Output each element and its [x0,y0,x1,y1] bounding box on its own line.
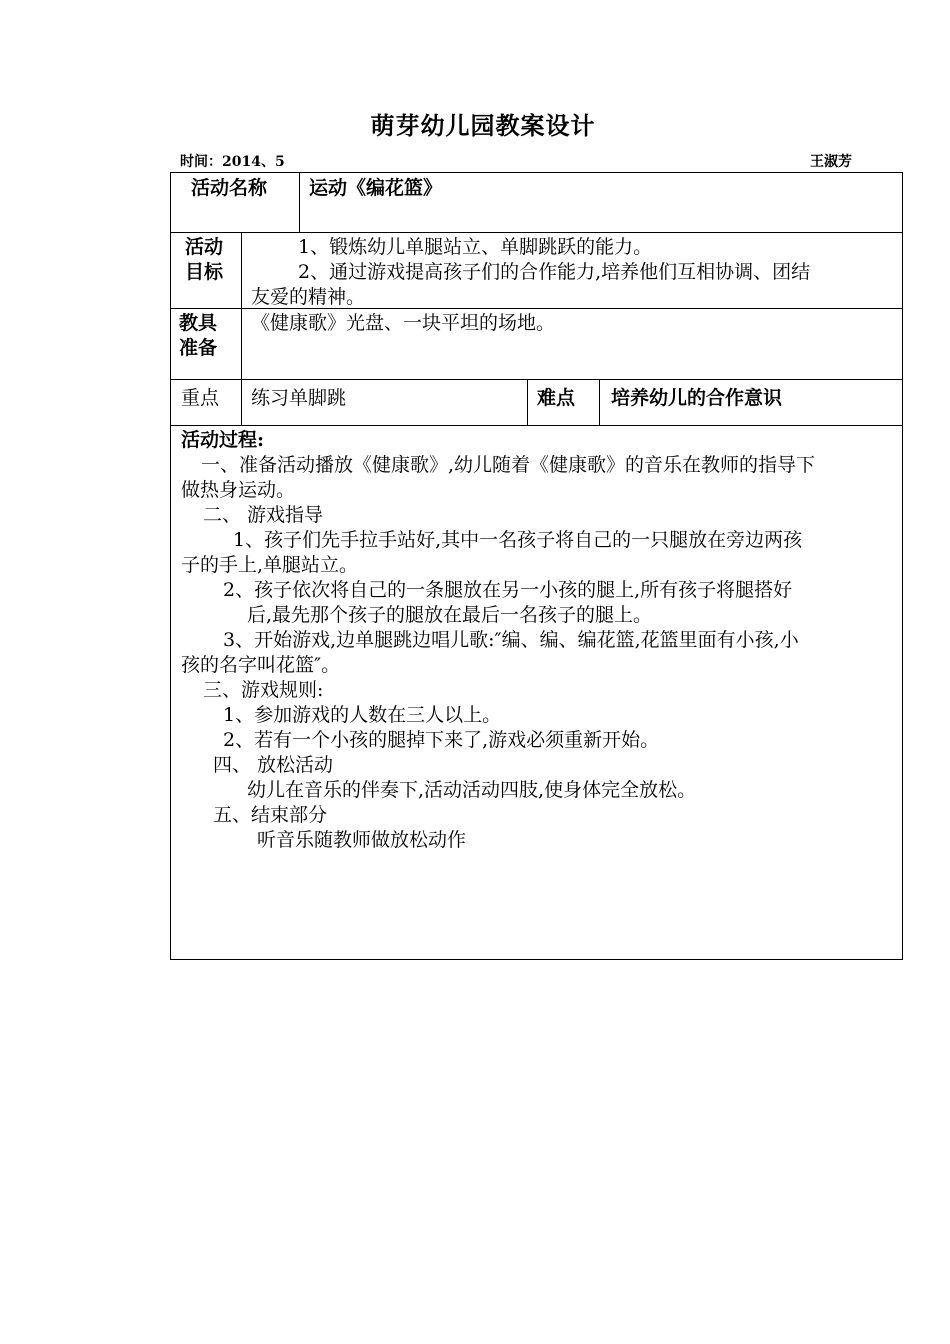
process-line: 2、孩子依次将自己的一条腿放在另一小孩的腿上,所有孩子将腿搭好 [223,579,793,601]
document-title: 萌芽幼儿园教案设计 [370,111,596,140]
column-divider [241,233,242,308]
column-divider [299,173,300,232]
author-name: 王淑芳 [810,154,852,170]
process-line: 听音乐随教师做放松动作 [257,829,467,851]
process-line: 1、参加游戏的人数在三人以上。 [223,704,502,726]
column-divider [599,380,600,425]
process-line: 五、结束部分 [213,804,328,826]
process-line: 幼儿在音乐的伴奏下,活动活动四肢,使身体完全放松。 [247,779,697,801]
column-divider [241,380,242,425]
key-point-value: 练习单脚跳 [251,387,347,409]
column-divider [241,309,242,379]
process-line: 2、若有一个小孩的腿掉下来了,游戏必须重新开始。 [223,729,660,751]
process-line: 1、孩子们先手拉手站好,其中一名孩子将自己的一只腿放在旁边两孩 [233,529,803,551]
lesson-plan-table [170,172,903,960]
process-section [171,426,902,959]
materials-row [171,309,902,380]
activity-name-row [171,173,902,233]
process-line: 四、 放松活动 [213,754,334,776]
process-line: 后,最先那个孩子的腿放在最后一名孩子的腿上。 [247,604,653,626]
activity-name-value: 运动《编花篮》 [309,177,443,199]
process-label: 活动过程: [181,429,265,451]
time-label: 时间：2014、5 [180,154,285,170]
activity-goal-label-2: 目标 [185,261,224,283]
goal-line: 友爱的精神。 [251,286,366,308]
key-point-label: 重点 [181,387,220,409]
process-line: 做热身运动。 [181,479,296,501]
process-line: 子的手上,单腿站立。 [181,554,359,576]
column-divider [527,380,528,425]
difficulty-value: 培养幼儿的合作意识 [611,387,783,409]
activity-goal-row [171,233,902,309]
materials-label-2: 准备 [179,337,218,359]
process-line: 一、准备活动播放《健康歌》,幼儿随着《健康歌》的音乐在教师的指导下 [201,454,816,476]
materials-label-1: 教具 [179,312,218,334]
process-line: 孩的名字叫花篮″。 [181,654,341,676]
difficulty-label: 难点 [537,387,576,409]
process-line: 三、游戏规则: [203,679,324,701]
goal-line: 1、锻炼幼儿单腿站立、单脚跳跃的能力。 [298,236,653,258]
process-line: 二、 游戏指导 [203,504,324,526]
materials-value: 《健康歌》光盘、一块平坦的场地。 [251,312,556,334]
activity-goal-label-1: 活动 [185,236,224,258]
key-difficulty-row [171,380,902,426]
activity-name-label: 活动名称 [191,177,268,199]
process-line: 3、开始游戏,边单腿跳边唱儿歌:″编、编、编花篮,花篮里面有小孩,小 [223,629,799,651]
goal-line: 2、通过游戏提高孩子们的合作能力,培养他们互相协调、团结 [298,261,811,283]
